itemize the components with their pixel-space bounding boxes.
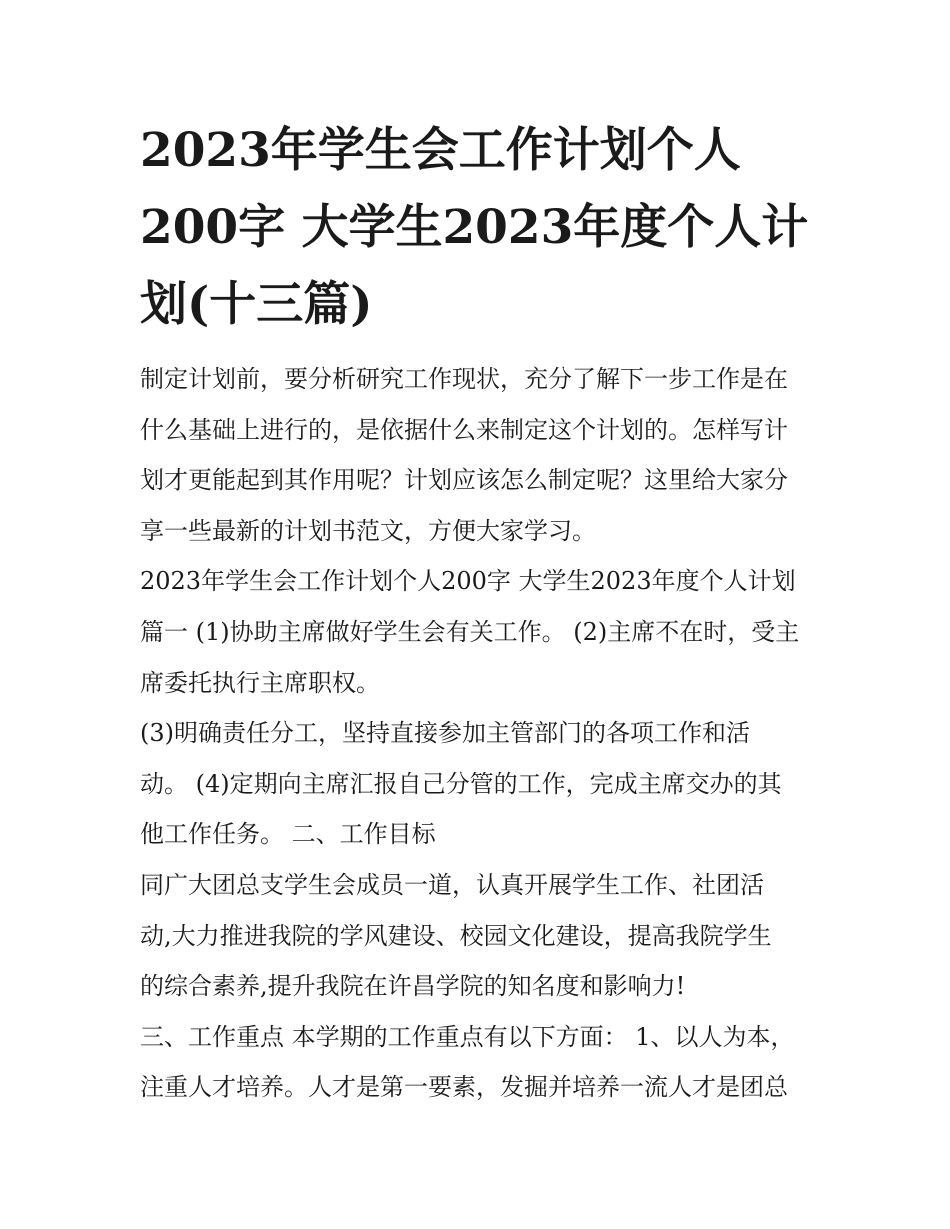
body-line: 的综合素养,提升我院在许昌学院的知名度和影响力! — [140, 972, 686, 1001]
body-line: 三、工作重点 本学期的工作重点有以下方面： 1、以人为本， — [140, 1022, 795, 1051]
body-line: 注重人才培养。人才是第一要素，发掘并培养一流人才是团总 — [140, 1073, 788, 1102]
body-line: 动。 (4)定期向主席汇报自己分管的工作，完成主席交办的其 — [140, 769, 782, 798]
body-line: 享一些最新的计划书范文，方便大家学习。 — [140, 516, 596, 545]
body-line: 同广大团总支学生会成员一道，认真开展学生工作、社团活 — [140, 870, 764, 899]
body-line: 2023年学生会工作计划个人200字 大学生2023年度个人计划 — [140, 567, 796, 596]
body-line: 席委托执行主席职权。 — [140, 668, 380, 697]
title-line: 2023年学生会工作计划个人 — [140, 123, 741, 178]
body-line: 划才更能起到其作用呢？计划应该怎么制定呢？这里给大家分 — [140, 466, 788, 495]
body-line: (3)明确责任分工，坚持直接参加主管部门的各项工作和活 — [140, 719, 750, 748]
body-line: 他工作任务。 二、工作目标 — [140, 820, 436, 849]
document-body — [140, 354, 820, 1113]
title-line: 划(十三篇) — [140, 277, 373, 332]
body-line: 篇一 (1)协助主席做好学生会有关工作。 (2)主席不在时，受主 — [140, 617, 800, 646]
body-line: 动,大力推进我院的学风建设、校园文化建设，提高我院学生 — [140, 921, 772, 950]
body-line: 什么基础上进行的，是依据什么来制定这个计划的。怎样写计 — [140, 415, 788, 444]
body-line: 制定计划前，要分析研究工作现状，充分了解下一步工作是在 — [140, 365, 788, 393]
title-line: 200字 大学生2023年度个人计 — [140, 200, 809, 255]
document-title — [140, 112, 830, 343]
